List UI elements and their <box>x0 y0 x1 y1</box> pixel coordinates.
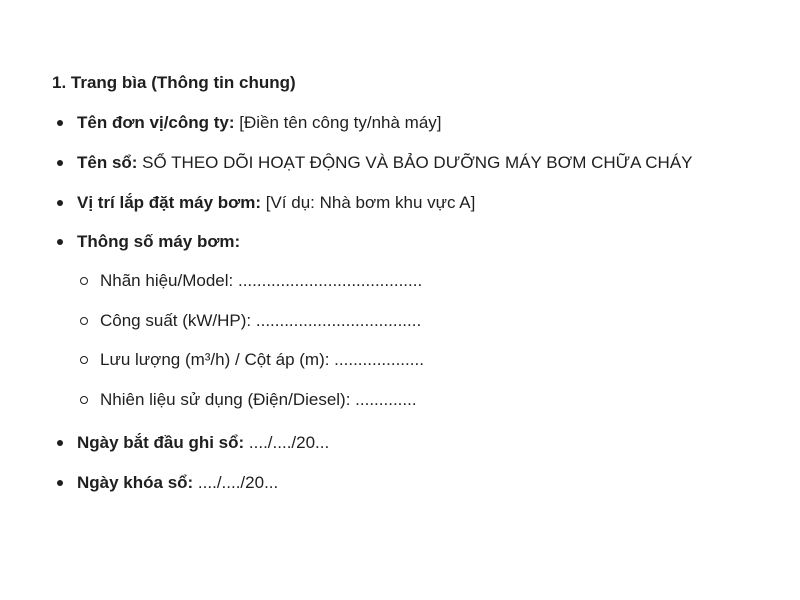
field-value: ..../..../20... <box>244 433 330 452</box>
field-label: Tên sổ: <box>77 153 138 172</box>
field-label: Thông số máy bơm: <box>77 232 241 251</box>
spec-text: Nhãn hiệu/Model: ....................................... <box>100 271 423 290</box>
bullet-icon <box>57 239 63 245</box>
spec-text: Nhiên liệu sử dụng (Điện/Diesel): ............. <box>100 390 417 409</box>
section-heading: 1. Trang bìa (Thông tin chung) <box>52 73 296 92</box>
bullet-icon <box>57 480 63 486</box>
circle-bullet-icon <box>80 396 88 404</box>
spec-text: Công suất (kW/HP): ................................... <box>100 311 422 330</box>
field-value: ..../..../20... <box>193 473 279 492</box>
spec-text: Lưu lượng (m³/h) / Cột áp (m): ................... <box>100 350 424 369</box>
bullet-icon <box>57 160 63 166</box>
field-value: SỔ THEO DÕI HOẠT ĐỘNG VÀ BẢO DƯỠNG MÁY BƠM CHỮA CHÁY <box>137 153 693 172</box>
field-value: [Điền tên công ty/nhà máy] <box>234 113 442 132</box>
circle-bullet-icon <box>80 317 88 325</box>
circle-bullet-icon <box>80 356 88 364</box>
field-label: Ngày bắt đầu ghi sổ: <box>77 433 245 452</box>
field-value: [Ví dụ: Nhà bơm khu vực A] <box>261 193 476 212</box>
field-label: Ngày khóa sổ: <box>77 473 194 492</box>
bullet-icon <box>57 200 63 206</box>
circle-bullet-icon <box>80 277 88 285</box>
bullet-icon <box>57 440 63 446</box>
field-label: Tên đơn vị/công ty: <box>77 113 235 132</box>
field-label: Vị trí lắp đặt máy bơm: <box>77 193 262 212</box>
bullet-icon <box>57 120 63 126</box>
